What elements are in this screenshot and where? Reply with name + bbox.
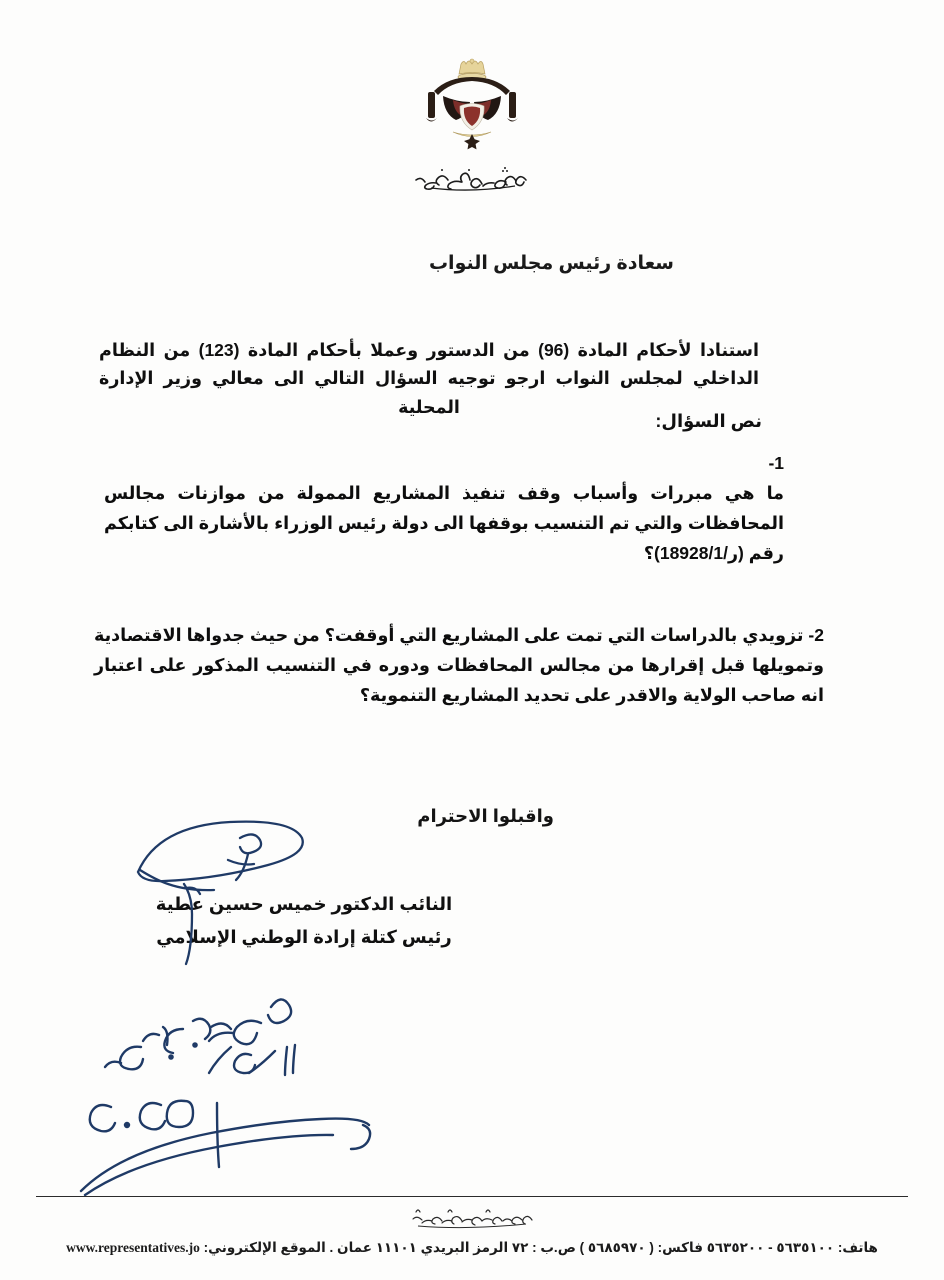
footer-postal-label: الرمز البريدي: [420, 1240, 509, 1255]
footer-postal-code: ١١١٠١: [375, 1240, 417, 1255]
letterhead: [0, 58, 944, 197]
handwritten-annotation: [75, 985, 385, 1200]
footer-city: عمان: [337, 1240, 372, 1255]
footer-fax-number: ( ٥٦٨٥٩٧٠ ): [579, 1240, 654, 1255]
footer-contact-line: [0, 1240, 944, 1256]
closing-phrase: واقبلوا الاحترام: [417, 806, 554, 826]
institution-calligraphy: [0, 158, 944, 197]
footer-pobox-value: ٧٢: [511, 1240, 529, 1255]
question-section-label: نص السؤال:: [655, 411, 762, 431]
footer-website-url[interactable]: www.representatives.jo: [66, 1240, 200, 1255]
footer-fax-label: فاكس:: [657, 1240, 703, 1255]
signer-block: [94, 888, 514, 955]
salutation: سعادة رئيس مجلس النواب: [428, 253, 674, 274]
question-2-marker: 2-: [808, 625, 824, 645]
footer-phone-numbers: ٥٦٣٥١٠٠ - ٥٦٣٥٢٠٠: [706, 1240, 835, 1255]
question-item-2: [94, 620, 824, 710]
footer-separator: .: [329, 1240, 334, 1255]
signer-title: رئيس كتلة إرادة الوطني الإسلامي: [156, 927, 452, 948]
footer-phone-label: هاتف:: [837, 1240, 878, 1255]
question-item-1: [104, 448, 784, 568]
signer-name: النائب الدكتور خميس حسين عطية: [155, 894, 453, 914]
question-1-text: ما هي مبررات وأسباب وقف تنفيذ المشاريع الممولة من موازنات مجالس المحافظات والتي تم التنسيب بوقفها الى دولة رئيس الوزراء بالأشارة الى كتابكم رقم (ر/18928/1)؟: [104, 483, 784, 564]
intro-paragraph: استنادا لأحكام المادة (96) من الدستور وعملا بأحكام المادة (123) من النظام الداخلي لمجلس النواب ارجو توجيه السؤال التالي الى معالي وزير الإدارة المحلية: [99, 340, 759, 417]
question-1-marker: 1-: [768, 453, 784, 473]
footer-pobox-label: ص.ب :: [532, 1240, 576, 1255]
question-2-text: تزويدي بالدراسات التي تمت على المشاريع التي أوقفت؟ من حيث جدواها الاقتصادية وتمويلها قبل إقرارها من مجالس المحافظات ودوره في التنسيب المذكور على اعتبار انه صاحب الولاية والاقدر على تحديد المشاريع التنموية؟: [94, 625, 824, 706]
kingdom-calligraphy: [0, 1206, 944, 1235]
footer-divider: [36, 1196, 908, 1197]
jordan-coat-of-arms-emblem: [413, 58, 531, 154]
footer-website-label: الموقع الإلكتروني:: [203, 1240, 326, 1255]
